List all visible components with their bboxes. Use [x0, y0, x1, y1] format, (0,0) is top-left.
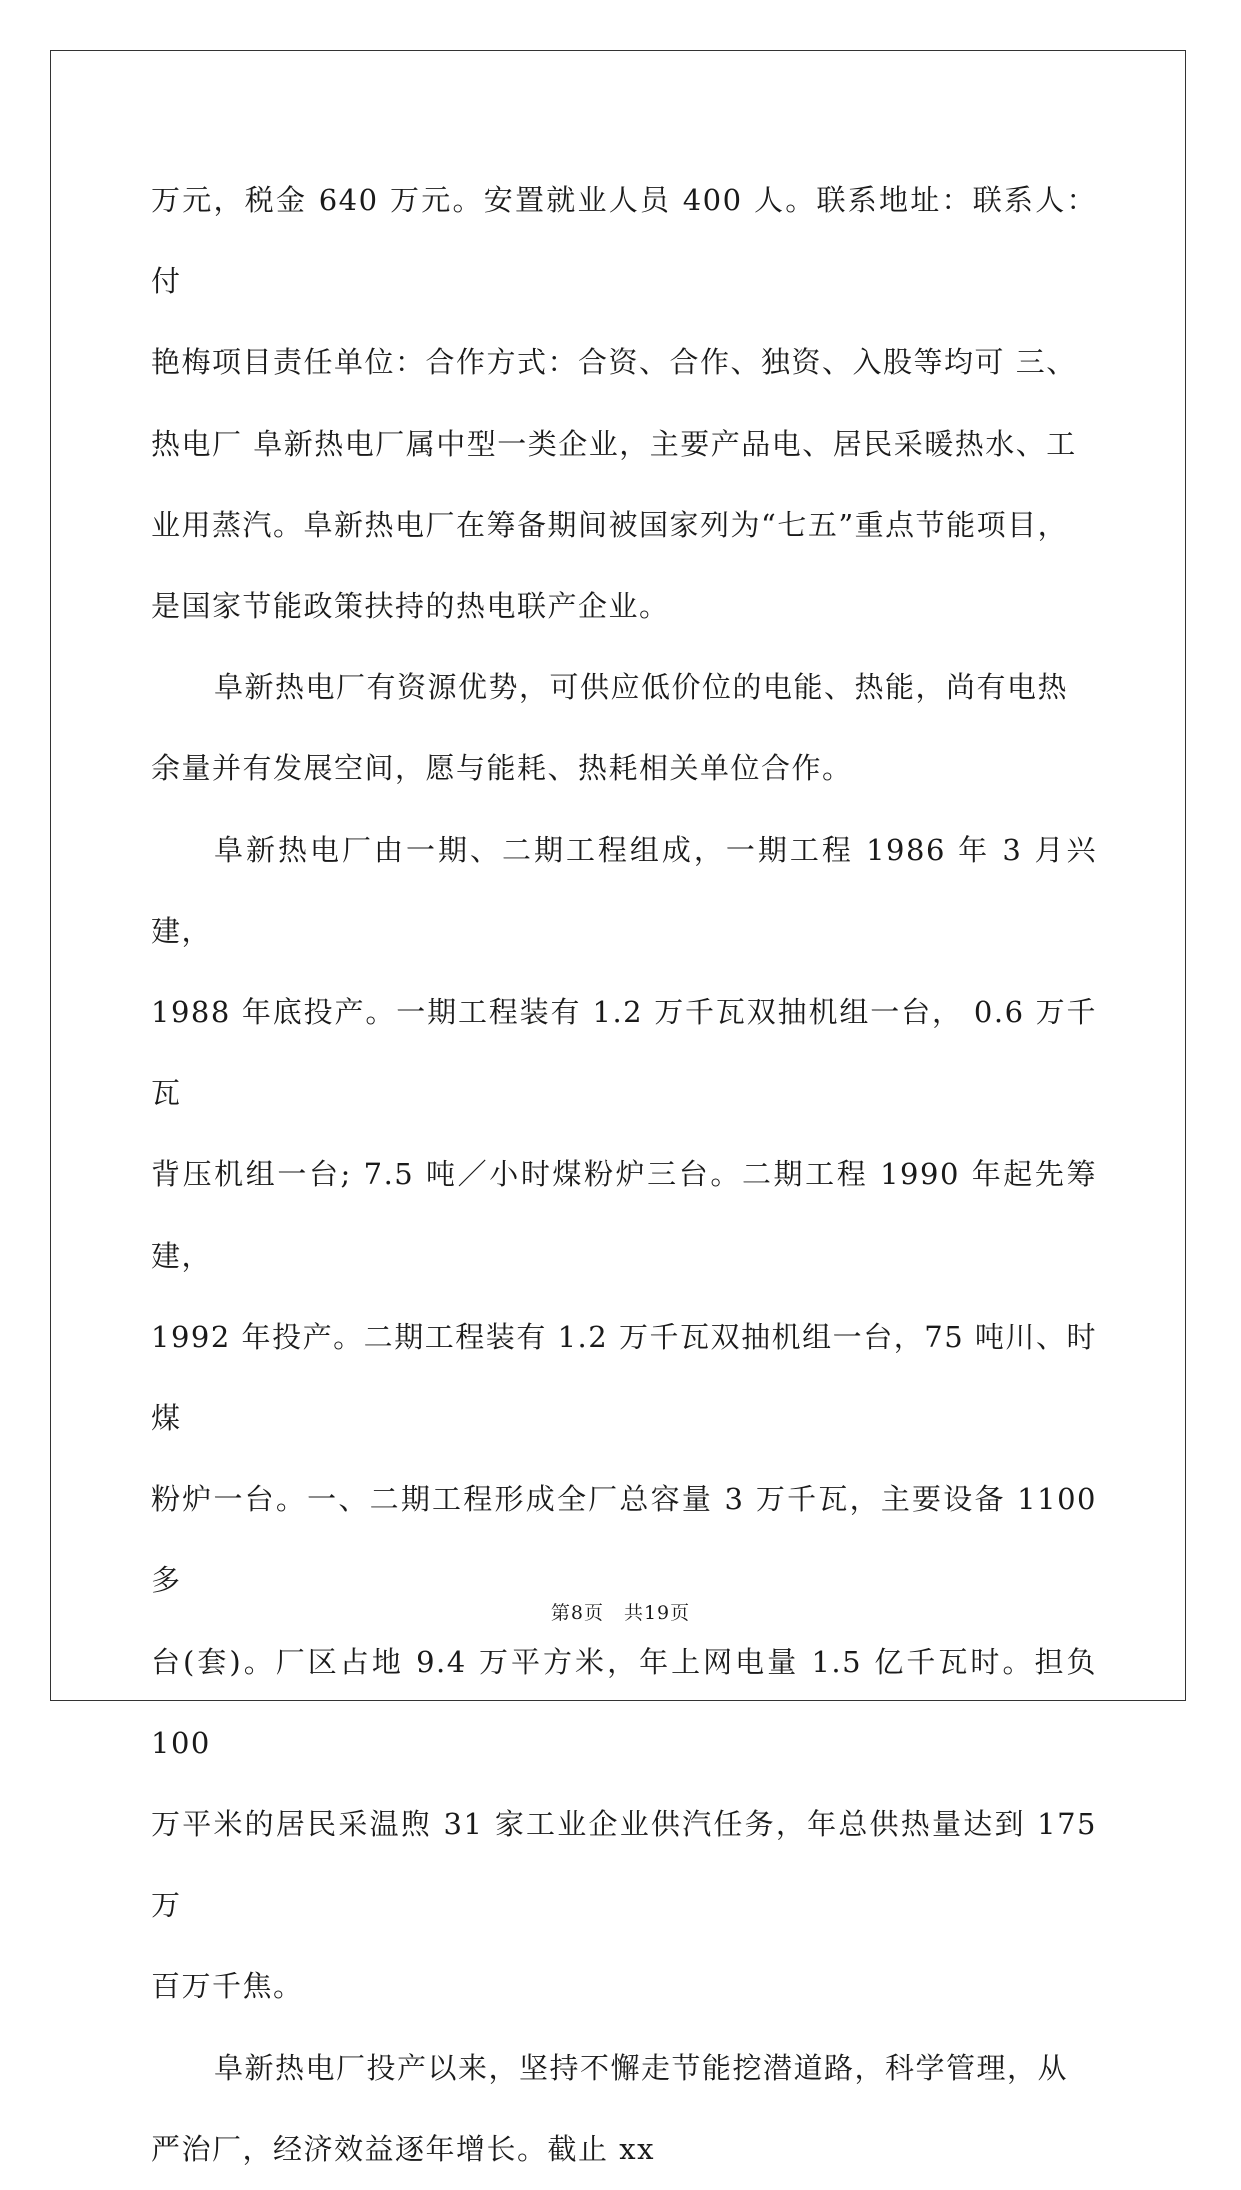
text-line: 余量并有发展空间，愿与能耗、热耗相关单位合作。	[151, 751, 853, 786]
text-line: 热电厂 阜新热电厂属中型一类企业，主要产品电、居民采暖热水、工	[151, 426, 1077, 461]
paragraph	[151, 160, 1097, 647]
text-line: 台(套)。厂区占地 9.4 万平方米，年上网电量 1.5 亿千瓦时。担负 100	[151, 1644, 1097, 1760]
page-total: 共19页	[623, 1602, 691, 1624]
text-line: 万平米的居民采温煦 31 家工业企业供汽任务，年总供热量达到 175 万	[151, 1807, 1097, 1923]
text-line: 业用蒸汽。阜新热电厂在筹备期间被国家列为“七五”重点节能项目，	[151, 507, 1069, 542]
text-line: 阜新热电厂由一期、二期工程组成，一期工程 1986 年 3 月兴建，	[151, 832, 1097, 948]
text-line: 1992 年投产。二期工程装有 1.2 万千瓦双抽机组一台，75 吨川、时煤	[151, 1319, 1097, 1436]
document-body	[151, 160, 1097, 2190]
paragraph	[151, 810, 1097, 2028]
text-line: 严治厂，经济效益逐年增长。截止 xx	[151, 2131, 655, 2166]
text-line: 阜新热电厂投产以来，坚持不懈走节能挖潜道路，科学管理，从	[214, 2050, 1069, 2085]
text-line: 1988 年底投产。一期工程装有 1.2 万千瓦双抽机组一台， 0.6 万千瓦	[151, 995, 1097, 1111]
paragraph	[151, 2028, 1097, 2190]
page-footer	[0, 1598, 1241, 1625]
page-number: 第8页	[550, 1602, 604, 1624]
text-line: 百万千焦。	[151, 1969, 304, 2004]
text-line: 是国家节能政策扶持的热电联产企业。	[151, 589, 670, 624]
text-line: 万元，税金 640 万元。安置就业人员 400 人。联系地址：联系人：付	[151, 183, 1097, 299]
text-line: 阜新热电厂有资源优势，可供应低价位的电能、热能，尚有电热	[214, 670, 1069, 705]
paragraph	[151, 647, 1097, 809]
text-line: 背压机组一台; 7.5 吨／小时煤粉炉三台。二期工程 1990 年起先筹建，	[151, 1157, 1097, 1273]
text-line: 粉炉一台。一、二期工程形成全厂总容量 3 万千瓦，主要设备 1100 多	[151, 1482, 1097, 1598]
text-line: 艳梅项目责任单位：合作方式：合资、合作、独资、入股等均可 三、	[151, 345, 1077, 380]
